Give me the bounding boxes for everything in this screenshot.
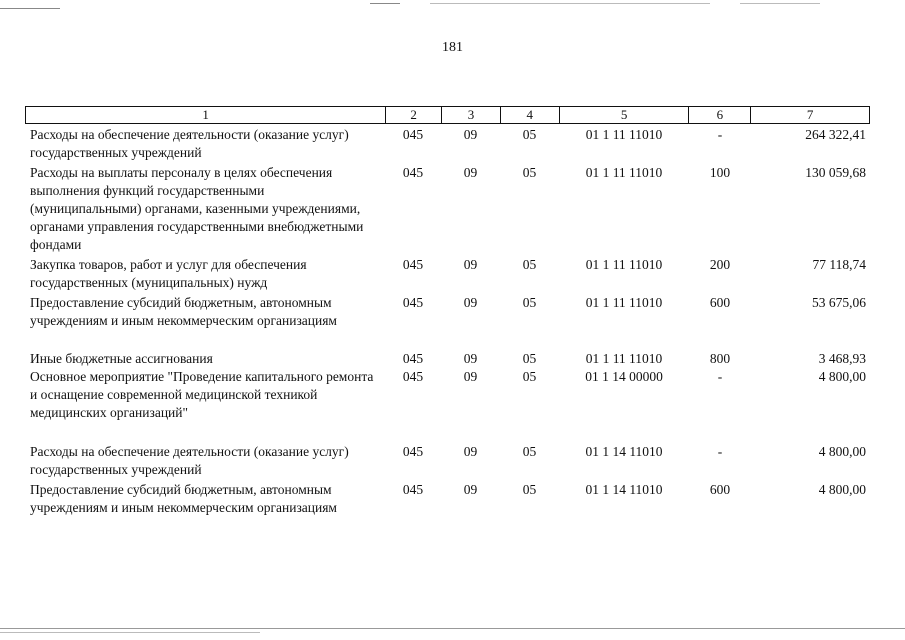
row-section-code: 09 xyxy=(463,482,478,497)
table-row xyxy=(25,350,870,368)
column-header: 2 xyxy=(385,107,441,123)
row-description: Закупка товаров, работ и услуг для обеспечения государственных (муниципальных) нужд xyxy=(30,257,307,290)
table-row xyxy=(25,443,870,481)
row-expense-type: - xyxy=(717,127,723,142)
row-ministry-code: 045 xyxy=(402,444,424,459)
row-description: Расходы на обеспечение деятельности (оказание услуг) государственных учреждений xyxy=(30,127,349,160)
row-section-code: 09 xyxy=(463,444,478,459)
row-amount: 3 468,93 xyxy=(818,351,866,366)
row-section-code: 09 xyxy=(463,295,478,310)
row-subsection-code: 05 xyxy=(522,127,537,142)
scan-artifact-line xyxy=(430,3,710,4)
scan-artifact-line xyxy=(740,3,820,4)
column-header: 4 xyxy=(500,107,559,123)
column-header: 7 xyxy=(750,107,869,123)
row-expense-type: 800 xyxy=(709,351,731,366)
row-description: Расходы на обеспечение деятельности (оказание услуг) государственных учреждений xyxy=(30,444,349,477)
row-expense-type: 200 xyxy=(709,257,731,272)
row-subsection-code: 05 xyxy=(522,351,537,366)
table-row xyxy=(25,368,870,443)
table-row xyxy=(25,481,870,519)
row-ministry-code: 045 xyxy=(402,295,424,310)
row-description: Расходы на выплаты персоналу в целях обеспечения выполнения функций государственными (муниципальными) органами, казенными учреждениями, органами управления государственными внебюджетными фондами xyxy=(30,165,364,252)
row-target-article: 01 1 14 00000 xyxy=(585,369,663,384)
column-header: 3 xyxy=(441,107,500,123)
column-header: 1 xyxy=(202,107,209,122)
row-amount: 4 800,00 xyxy=(818,369,866,384)
row-subsection-code: 05 xyxy=(522,444,537,459)
row-ministry-code: 045 xyxy=(402,482,424,497)
scan-artifact-line xyxy=(0,628,905,629)
row-ministry-code: 045 xyxy=(402,165,424,180)
row-target-article: 01 1 14 11010 xyxy=(585,444,663,459)
scan-artifact-line xyxy=(370,3,400,4)
row-ministry-code: 045 xyxy=(402,369,424,384)
row-description: Предоставление субсидий бюджетным, автономным учреждениям и иным некоммерческим организациям xyxy=(30,482,337,515)
row-target-article: 01 1 11 11010 xyxy=(585,165,663,180)
row-expense-type: - xyxy=(717,369,723,384)
row-section-code: 09 xyxy=(463,165,478,180)
row-target-article: 01 1 11 11010 xyxy=(585,295,663,310)
scan-artifact-line xyxy=(0,632,260,633)
row-target-article: 01 1 14 11010 xyxy=(585,482,663,497)
table-row xyxy=(25,294,870,350)
row-amount: 4 800,00 xyxy=(818,482,866,497)
row-expense-type: - xyxy=(717,444,723,459)
row-section-code: 09 xyxy=(463,127,478,142)
row-ministry-code: 045 xyxy=(402,351,424,366)
row-subsection-code: 05 xyxy=(522,369,537,384)
column-header: 5 xyxy=(559,107,689,123)
table-header-row xyxy=(25,106,870,124)
row-expense-type: 600 xyxy=(709,295,731,310)
row-amount: 4 800,00 xyxy=(818,444,866,459)
row-ministry-code: 045 xyxy=(402,127,424,142)
row-target-article: 01 1 11 11010 xyxy=(585,257,663,272)
row-ministry-code: 045 xyxy=(402,257,424,272)
scan-artifact-line xyxy=(0,8,60,9)
row-subsection-code: 05 xyxy=(522,482,537,497)
row-description: Иные бюджетные ассигнования xyxy=(30,351,213,366)
row-amount: 264 322,41 xyxy=(805,127,866,142)
row-section-code: 09 xyxy=(463,257,478,272)
page-number: 181 xyxy=(442,40,463,55)
row-subsection-code: 05 xyxy=(522,165,537,180)
row-amount: 53 675,06 xyxy=(812,295,866,310)
table-row xyxy=(25,126,870,164)
row-section-code: 09 xyxy=(463,369,478,384)
row-expense-type: 600 xyxy=(709,482,731,497)
budget-table xyxy=(25,106,870,519)
row-subsection-code: 05 xyxy=(522,257,537,272)
row-amount: 130 059,68 xyxy=(805,165,866,180)
table-row xyxy=(25,164,870,256)
row-subsection-code: 05 xyxy=(522,295,537,310)
row-description: Предоставление субсидий бюджетным, автономным учреждениям и иным некоммерческим организациям xyxy=(30,295,337,328)
row-expense-type: 100 xyxy=(709,165,731,180)
column-header: 6 xyxy=(688,107,750,123)
table-row xyxy=(25,256,870,294)
row-target-article: 01 1 11 11010 xyxy=(585,351,663,366)
row-description: Основное мероприятие "Проведение капитального ремонта и оснащение современной медицинской техникой медицинских организаций" xyxy=(30,369,374,420)
row-section-code: 09 xyxy=(463,351,478,366)
row-amount: 77 118,74 xyxy=(812,257,866,272)
row-target-article: 01 1 11 11010 xyxy=(585,127,663,142)
